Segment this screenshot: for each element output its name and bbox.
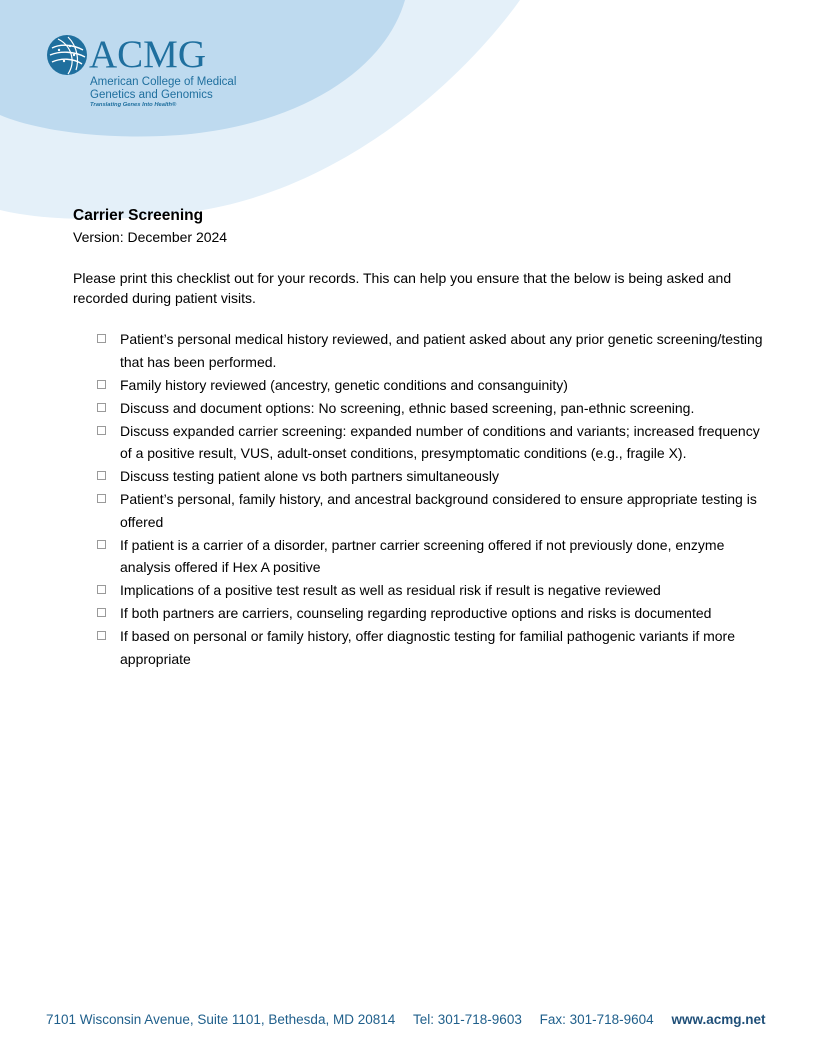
checklist-item-text: Family history reviewed (ancestry, genetic conditions and consanguinity) xyxy=(120,376,568,393)
checkbox[interactable] xyxy=(97,608,106,617)
acmg-logo[interactable] xyxy=(46,34,246,118)
checklist-item-text: If based on personal or family history, offer diagnostic testing for familial pathogenic variants if more appropriate xyxy=(120,628,736,667)
checkbox[interactable] xyxy=(97,403,106,412)
checklist-item xyxy=(120,465,763,488)
checklist-item-text: Discuss testing patient alone vs both partners simultaneously xyxy=(120,468,499,484)
checklist-item xyxy=(120,397,763,420)
footer-fax: Fax: 301-718-9604 xyxy=(539,1012,654,1027)
checklist-item-text: Discuss and document options: No screening, ethnic based screening, pan-ethnic screening. xyxy=(120,399,695,416)
footer-address: 7101 Wisconsin Avenue, Suite 1101, Bethesda, MD 20814 xyxy=(46,1012,396,1027)
checklist-item xyxy=(120,625,763,670)
checklist-item xyxy=(120,374,763,397)
logo-acronym: ACMG xyxy=(89,33,207,76)
document-intro: Please print this checklist out for your records. This can help you ensure that the below is being asked and recorded during patient visits. xyxy=(73,270,732,306)
logo-tagline: Translating Genes Into Health® xyxy=(90,102,177,108)
checklist-item xyxy=(120,488,763,533)
dna-globe-icon xyxy=(46,34,88,76)
checklist-item xyxy=(120,328,763,373)
footer-phone: Tel: 301-718-9603 xyxy=(413,1012,522,1027)
checklist-item-text: Patient’s personal medical history reviewed, and patient asked about any prior genetic screening/testing that has been performed. xyxy=(120,331,763,370)
logo-name-line-1: American College of Medical xyxy=(90,76,237,88)
checkbox[interactable] xyxy=(97,585,106,594)
checkbox[interactable] xyxy=(97,540,106,549)
checklist xyxy=(73,328,763,670)
checklist-item xyxy=(120,420,763,465)
footer-website-link[interactable]: www.acmg.net xyxy=(671,1012,766,1027)
checkbox[interactable] xyxy=(97,494,106,503)
checklist-item xyxy=(120,579,763,602)
checklist-item-text: If both partners are carriers, counseling regarding reproductive options and risks is documented xyxy=(120,605,712,621)
checklist-item-text: Implications of a positive test result as well as residual risk if result is negative reviewed xyxy=(120,582,661,598)
checklist-item xyxy=(120,534,763,579)
checkbox[interactable] xyxy=(97,380,106,389)
checkbox[interactable] xyxy=(97,426,106,435)
checklist-item-text: Discuss expanded carrier screening: expanded number of conditions and variants; increased frequency of a positive result, VUS, adult-onset conditions, presymptomatic conditions (e.g., fragile X). xyxy=(120,422,760,461)
checklist-item-text: If patient is a carrier of a disorder, partner carrier screening offered if not previously done, enzyme analysis offered if Hex A positive xyxy=(120,536,725,575)
logo-organization-name xyxy=(90,76,236,101)
document-version: Version: December 2024 xyxy=(73,229,228,245)
checklist-item xyxy=(120,602,763,625)
logo-name-line-2: Genetics and Genomics xyxy=(90,88,213,101)
checkbox[interactable] xyxy=(97,631,106,640)
document-body xyxy=(73,205,763,671)
document-title: Carrier Screening xyxy=(73,207,204,224)
checklist-item-text: Patient’s personal, family history, and ancestral background considered to ensure appropriate testing is offered xyxy=(120,491,757,530)
checkbox[interactable] xyxy=(97,471,106,480)
footer-contact xyxy=(46,1010,776,1030)
checkbox[interactable] xyxy=(97,334,106,343)
